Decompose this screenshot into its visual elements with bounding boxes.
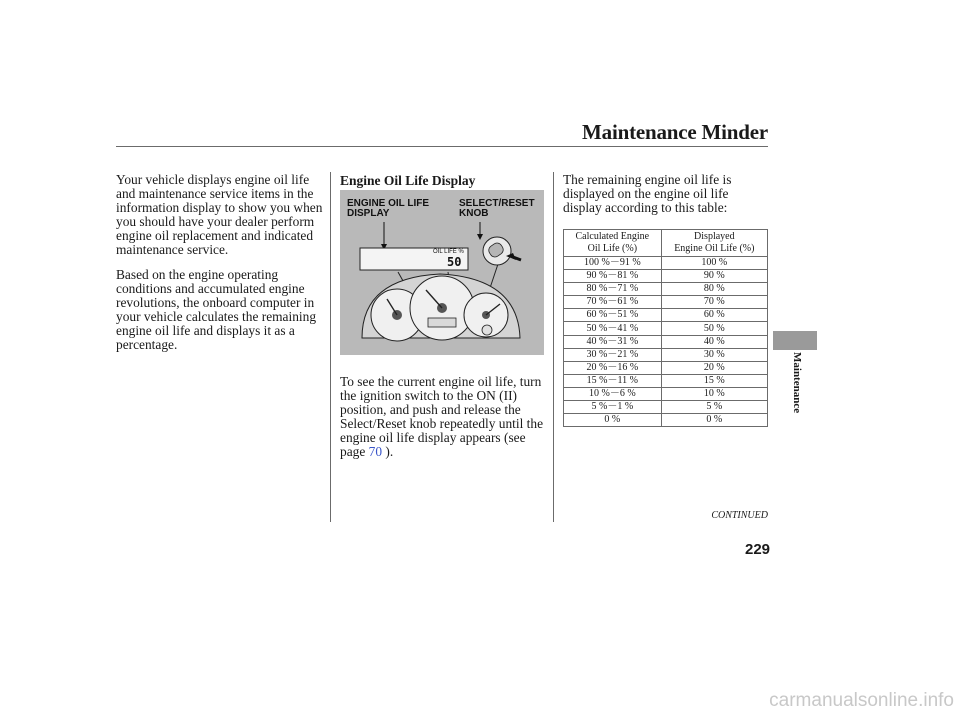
calculated-cell: 90 %－81 %: [564, 270, 662, 283]
continued-label: CONTINUED: [711, 510, 768, 521]
table-row: [564, 401, 768, 414]
table-row: [564, 296, 768, 309]
table-row: [564, 335, 768, 348]
calculated-cell: 40 %－31 %: [564, 335, 662, 348]
column-divider-left: [330, 172, 331, 522]
section-tab: [773, 331, 817, 350]
engine-oil-life-display-label: ENGINE OIL LIFE DISPLAY: [347, 198, 430, 219]
table-row: [564, 361, 768, 374]
displayed-cell: 10 %: [661, 387, 767, 400]
displayed-cell: 90 %: [661, 270, 767, 283]
displayed-cell: 30 %: [661, 348, 767, 361]
displayed-cell: 5 %: [661, 401, 767, 414]
table-row: [564, 283, 768, 296]
table-row: [564, 257, 768, 270]
displayed-cell: 40 %: [661, 335, 767, 348]
displayed-cell: 80 %: [661, 283, 767, 296]
displayed-cell: 60 %: [661, 309, 767, 322]
header-displayed: Displayed Engine Oil Life (%): [661, 230, 767, 257]
oil-life-screen-caption: OIL LIFE %: [433, 249, 464, 255]
displayed-cell: 20 %: [661, 361, 767, 374]
instrument-cluster-illustration: [340, 190, 544, 355]
column-divider-right: [553, 172, 554, 522]
page-title: Maintenance Minder: [582, 120, 768, 144]
header-calculated: Calculated Engine Oil Life (%): [564, 230, 662, 257]
header-rule: [116, 146, 768, 147]
left-column: [116, 173, 326, 362]
section-tab-label: Maintenance: [791, 352, 803, 414]
calculated-cell: 60 %－51 %: [564, 309, 662, 322]
calculated-cell: 0 %: [564, 414, 662, 427]
section-heading: Engine Oil Life Display: [340, 173, 476, 188]
oil-life-screen-value: 50: [447, 255, 462, 269]
select-reset-knob-label: SELECT/RESET KNOB: [459, 198, 535, 219]
computer-paragraph: Based on the engine operating conditions and accumulated engine revolutions, the onboard computer in your vehicle calculates the remaining engine oil life and displays it as a percentage.: [116, 266, 317, 353]
calculated-cell: 70 %－61 %: [564, 296, 662, 309]
calculated-cell: 20 %－16 %: [564, 361, 662, 374]
table-row: [564, 374, 768, 387]
instructions-text: To see the current engine oil life, turn the ignition switch to the ON (II) position, and push and release the Select/Reset knob repeatedly until the engine oil life display appears (see page: [340, 374, 544, 460]
table-row: [564, 387, 768, 400]
instructions-text-end: ).: [382, 444, 394, 460]
page-number: 229: [745, 541, 771, 558]
calculated-cell: 5 %－1 %: [564, 401, 662, 414]
displayed-cell: 15 %: [661, 374, 767, 387]
calculated-cell: 100 %－91 %: [564, 257, 662, 270]
table-header-row: [564, 230, 768, 257]
oil-life-instructions: [340, 375, 550, 460]
instrument-cluster-drawing: [340, 190, 544, 355]
displayed-cell: 50 %: [661, 322, 767, 335]
intro-paragraph: Your vehicle displays engine oil life and maintenance service items in the information display to show you when you should have your dealer perform engine oil replacement and indicated maintenance service.: [116, 172, 323, 258]
table-row: [564, 309, 768, 322]
page-reference-link[interactable]: 70: [368, 444, 383, 460]
calculated-cell: 80 %－71 %: [564, 283, 662, 296]
table-intro: The remaining engine oil life is displayed on the engine oil life display according to this table:: [563, 172, 732, 216]
table-row: [564, 270, 768, 283]
oil-life-table: [563, 229, 768, 427]
table-row: [564, 348, 768, 361]
displayed-cell: 100 %: [661, 257, 767, 270]
table-row: [564, 414, 768, 427]
calculated-cell: 30 %－21 %: [564, 348, 662, 361]
calculated-cell: 10 %－6 %: [564, 387, 662, 400]
watermark: carmanualsonline.info: [769, 690, 954, 711]
displayed-cell: 0 %: [661, 414, 767, 427]
calculated-cell: 50 %－41 %: [564, 322, 662, 335]
calculated-cell: 15 %－11 %: [564, 374, 662, 387]
displayed-cell: 70 %: [661, 296, 767, 309]
table-row: [564, 322, 768, 335]
